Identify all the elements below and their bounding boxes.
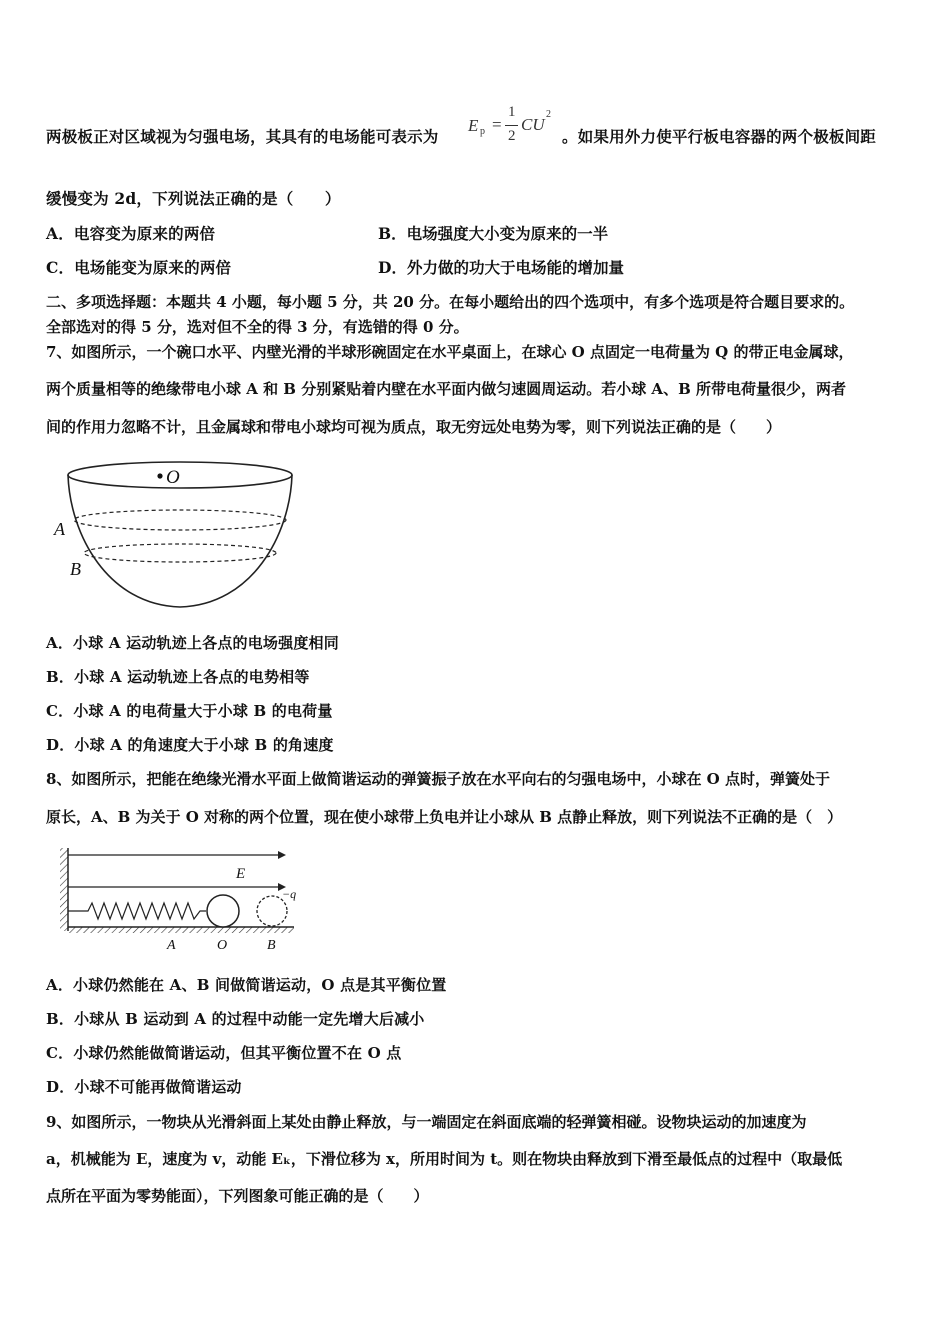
q9-stem-line3: 点所在平面为零势能面），下列图象可能正确的是（ ） [46, 1187, 429, 1205]
orbit-a [74, 510, 286, 530]
label-o: O [217, 938, 228, 953]
formula-lhs: E [468, 116, 479, 135]
q8-option-b: B．小球从 B 运动到 A 的过程中动能一定先增大后减小 [46, 1010, 425, 1028]
q8-option-a: A．小球仍然能在 A、B 间做简谐运动，O 点是其平衡位置 [46, 976, 447, 994]
energy-formula [468, 104, 560, 150]
q9-stem-line2: a，机械能为 E，速度为 v，动能 Eₖ，下滑位移为 x，所用时间为 t。则在物块由释放到下滑至最低点的过程中（取最低 [46, 1150, 843, 1168]
q7-option-b: B．小球 A 运动轨迹上各点的电势相等 [46, 668, 310, 686]
q9-stem-line1: 9、如图所示，一物块从光滑斜面上某处由静止释放，与一端固定在斜面底端的轻弹簧相碰。设物块运动的加速度为 [46, 1113, 807, 1131]
bowl-body [68, 475, 292, 607]
floor-hatch [68, 927, 294, 933]
q6-stem-text-after: 。如果用外力使平行板电容器的两个极板间距 [562, 127, 877, 146]
bowl-rim [68, 462, 292, 488]
formula-eq: = [492, 115, 502, 134]
q8-stem-line2: 原长，A、B 为关于 O 对称的两个位置，现在使小球带上负电并让小球从 B 点静止释放，则下列说法不正确的是（ ） [46, 808, 843, 826]
label-b: B [267, 938, 276, 953]
q7-stem-line1: 7、如图所示，一个碗口水平、内壁光滑的半球形碗固定在水平桌面上，在球心 O 点固定一电荷量为 Q 的带正电金属球， [46, 343, 854, 361]
label-a: A [167, 938, 176, 953]
wall-hatch [60, 848, 68, 931]
orbit-b [84, 544, 276, 562]
q6-option-a: A．电容变为原来的两倍 [46, 224, 216, 243]
q7-option-d: D．小球 A 的角速度大于小球 B 的角速度 [46, 736, 334, 754]
section2-heading-line1: 二、多项选择题：本题共 4 小题，每小题 5 分，共 20 分。在每小题给出的四个选项中，有多个选项是符合题目要求的。 [46, 293, 855, 311]
center-point [157, 473, 162, 478]
label-charge: −q [282, 887, 297, 901]
fraction-bar [505, 125, 518, 126]
spring-oscillator-figure [60, 843, 300, 955]
formula-sub: p [480, 126, 485, 137]
q6-stem-line1 [46, 127, 439, 147]
label-e: E [236, 866, 246, 882]
q6-stem-line2: 缓慢变为 2d，下列说法正确的是（ ） [46, 189, 341, 208]
ball-dashed [257, 896, 287, 926]
q6-stem-text-before: 两极板正对区域视为匀强电场，其具有的电场能可表示为 [46, 127, 439, 146]
spring [68, 903, 206, 919]
q7-stem-line2: 两个质量相等的绝缘带电小球 A 和 B 分别紧贴着内壁在水平面内做匀速圆周运动。若小球 A、B 所带电荷量很少，两者 [46, 380, 846, 398]
q6-option-b: B．电场强度大小变为原来的一半 [378, 224, 609, 243]
formula-num: 1 [508, 104, 516, 120]
q6-stem-line1-after [562, 127, 876, 147]
q7-option-a: A．小球 A 运动轨迹上各点的电场强度相同 [46, 634, 339, 652]
q8-option-d: D．小球不可能再做简谐运动 [46, 1078, 242, 1096]
q6-option-c: C．电场能变为原来的两倍 [46, 258, 232, 277]
label-b: B [70, 559, 81, 579]
q7-option-c: C．小球 A 的电荷量大于小球 B 的电荷量 [46, 702, 333, 720]
formula-sup: 2 [546, 109, 551, 120]
label-o: O [166, 467, 180, 488]
q6-option-d: D．外力做的功大于电场能的增加量 [378, 258, 624, 277]
formula-den: 2 [508, 128, 516, 144]
q7-stem-line3: 间的作用力忽略不计，且金属球和带电小球均可视为质点，取无穷远处电势为零，则下列说法正确的是（ ） [46, 418, 782, 436]
q8-stem-line1: 8、如图所示，把能在绝缘光滑水平面上做简谐运动的弹簧振子放在水平向右的匀强电场中，小球在 O 点时，弹簧处于 [46, 770, 830, 788]
q8-option-c: C．小球仍然能做简谐运动，但其平衡位置不在 O 点 [46, 1044, 402, 1062]
ball [207, 895, 239, 927]
bowl-figure [48, 455, 308, 615]
label-a: A [54, 519, 65, 539]
formula-rhs: CU [521, 115, 545, 134]
section2-heading-line2: 全部选对的得 5 分，选对但不全的得 3 分，有选错的得 0 分。 [46, 318, 469, 336]
field-arrow-1 [278, 851, 286, 859]
